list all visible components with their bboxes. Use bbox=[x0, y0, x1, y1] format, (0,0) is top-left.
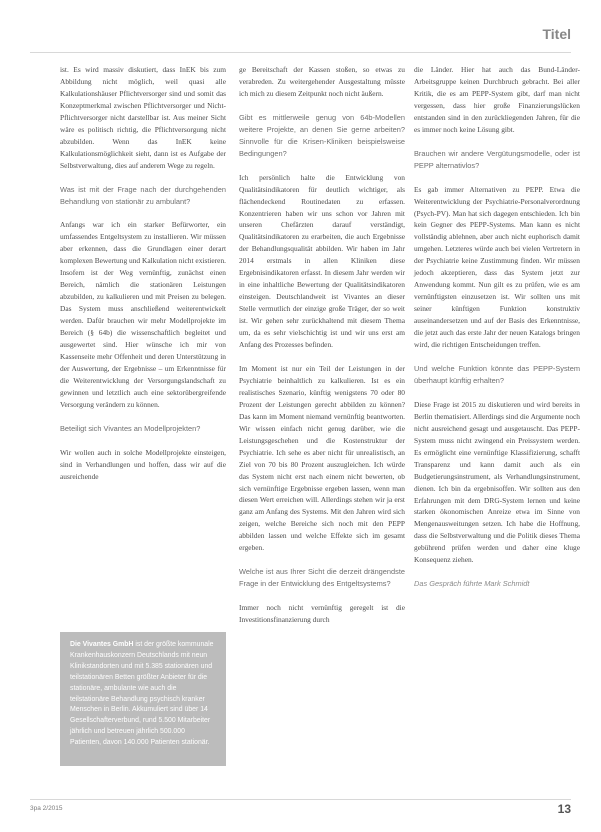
interview-answer: Wir wollen auch in solche Modellprojekte einsteigen, sind in Verhandlungen und hoffen, dass wir auf die ausreichende bbox=[60, 447, 226, 481]
paragraph: ist. Es wird massiv diskutiert, dass InEK bis zum Abbildung nicht möglich, weil quasi alle Kalkulationshäuser Pflichtversorger sind und somit das Konzeptmerkmal zwischen Pflichtversorger und Nicht-Pflichtversorger nicht darstellbar ist. Aus meiner Sicht wäre es politisch richtig, die Pflichtversorgung nicht abzubilden. Wenn das InEK keine Kalkulationsmöglichkeit sieht, dann ist es Aufgabe der Selbstverwaltung, dies auf anderem Wege zu regeln. bbox=[60, 65, 226, 170]
page-number: 13 bbox=[557, 802, 571, 816]
company-info-box bbox=[60, 632, 226, 766]
interview-answer: Diese Frage ist 2015 zu diskutieren und wird bereits in Berlin thematisiert. Allerdings sind die Argumente noch nicht ausreichend gesagt und ausgetauscht. Das PEPP-System muss nicht zwingend ein Preissystem werden. Es ermöglicht eine vernünftige Klassifizierung, schafft Transparenz und kann damit auch als ein Budgetierungsinstrument, als Verhandlungsinstrument, dienen. Ich bin da ergebnisoffen. Wir sollten aus den Erfahrungen mit dem DRG-System lernen und keine starken ökonomischen Anreize etwa im Sinne von Mengenausweitungen setzen. Ich habe die Hoffnung, dass die Selbstverwaltung und die Politik dieses Thema gebührend prüfen werden und daher eine kluge Konsequenz ziehen. bbox=[414, 399, 580, 565]
text-column-2 bbox=[239, 64, 405, 638]
issue-label: 3pa 2/2015 bbox=[30, 805, 63, 812]
text-column-1 bbox=[60, 64, 226, 495]
text-column-3 bbox=[414, 64, 580, 602]
interview-answer: Im Moment ist nur ein Teil der Leistungen in der Psychiatrie beinhaltlich zu kalkulieren. Ist es ein realistisches Szenario, künftig wenigstens 70 oder 80 Prozent der Leistungen gerecht abbilden zu können? Das kann im Moment niemand vernünftig beantworten. Wir wissen einfach nicht genug darüber, wie die Leistungsgeschehen und die Kostenstruktur der Psychiatrie. Ich sehe es aber nicht für unrealistisch, an Ziel von 70 bis 80 Prozent auszugleichen. Ich würde das System nicht erst nach einem nicht bewerten, ob sich vernünftige Ergebnisse ergeben lassen, wenn man diesen Wert erreichen will. Allerdings stehen wir ja erst ganz am Anfang des Systems. Mit den Jahren wird sich zeigen, welche Bereiche sich noch mit den PEPP abbilden lassen und welche Effekte sich im gesamt ergeben. bbox=[239, 363, 405, 553]
header-divider bbox=[30, 52, 571, 53]
interview-question: Was ist mit der Frage nach der durchgehenden Behandlung von stationär zu ambulant? bbox=[60, 184, 226, 206]
page-header-title: Titel bbox=[542, 26, 571, 42]
interview-answer: Es gab immer Alternativen zu PEPP. Etwa die Weiterentwicklung der Psychiatrie-Personalverordnung (Psych-PV). Man hat sich dagegen entschieden. Ich bin kein Gegner des PEPP-Systems. Man kann es nicht vollständig ablehnen, aber auch nicht euphorisch damit umgehen. Letzteres würde auch bei vielen Vertretern in der Psychiatrie keine Zustimmung finden. Wir müssen jedoch akzeptieren, dass das System jetzt zur Anwendung kommt. Nun gilt es zu prüfen, wie es am vernünftigsten einzusetzen ist. Wir sollten uns mit seiner künftigen Funktion konstruktiv auseinandersetzen und auf der Basis des Erkenntnisse, die jetzt auch das erste Jahr der neuen Katalogs bringen wird, die richtigen Entscheidungen treffen. bbox=[414, 184, 580, 350]
interview-question: Beteiligt sich Vivantes an Modellprojekten? bbox=[60, 423, 201, 433]
info-box-text: ist der größte kommunale Krankenhauskonzern Deutschlands mit neun Klinikstandorten und mit 5.385 stationären und teilstationären Betten größter Anbieter für die stationäre, ambulante wie auch die teilstationäre Behandlung psychisch kranker Menschen in Berlin. Akkumuliert sind über 14 Gesellschafterverbund, rund 5.500 Mitarbeiter jährlich und betreuen jährlich 500.000 Patienten, davon 140.000 Patienten stationär. bbox=[70, 641, 214, 747]
interview-question: Welche ist aus Ihrer Sicht die derzeit drängendste Frage in der Entwicklung des Entgeltsystems? bbox=[239, 567, 405, 589]
author-credit: Das Gespräch führte Mark Schmidt bbox=[414, 579, 530, 589]
interview-answer: Anfangs war ich ein starker Befürworter, ein umfassendes Entgeltsystem zu installieren. Wir müssen aber erkennen, dass die Grundlagen einer derart komplexen Bewertung und Kalkulation nicht existieren. Insofern ist der Weg vernünftig, zunächst einen Bereich, nämlich die stationären Leistungen abzubilden, zu kalkulieren und mit Preisen zu belegen. Das System muss anschließend weiterentwickelt werden. Dafür brauchen wir mehr Modellprojekte im Bereich (§ 64b) die wissenschaftlich begleitet und ausgewertet sind. Hier wünsche ich mir von Kassenseite mehr Offenheit und deren Unterstützung in der Auswertung, der Ergebnisse – um Erkenntnisse für die Weiterentwicklung der Versorgungslandschaft zu gewinnen und letztlich auch eine sektorübergreifende Versorgung verändern zu können. bbox=[60, 220, 226, 409]
interview-question: Gibt es mittlerweile genug von 64b-Modellen weitere Projekte, an denen Sie gerne arbeiten? Sinnvolle für die Krisen-Kliniken beispielsweise Bedingungen? bbox=[239, 112, 405, 158]
interview-answer-continued: ge Bereitschaft der Kassen stoßen, so etwas zu verabreden. Zu weitergehender Ausgestaltung müsste ich mich zu diesem Zeitpunkt noch nicht äußern. bbox=[239, 65, 405, 98]
footer-divider bbox=[30, 799, 571, 800]
interview-answer: Ich persönlich halte die Entwicklung von Qualitätsindikatoren für deutlich wichtiger, als flächendeckend Routinedaten zu erfassen. Konzentrieren haben wir uns schon vor Jahren mit unseren Chefärzten darauf verständigt, Qualitätsindikatoren zu erarbeiten, die auch Ergebnisse der Behandlungsqualität abbilden. Wir haben im Jahr 2014 erstmals in allen Kliniken diese Ergebnisindikatoren erfasst. In diesem Jahr werden wir in eine inhaltliche Bewertung der Qualitätsindikatoren einsteigen. Deutschlandweit ist Vivantes an dieser Stelle vermutlich der einzige große Träger, der so weit ist. Wir gehen sehr zurückhaltend mit diesem Thema um, da es sehr vielschichtig ist und wir uns erst am Anfang des Prozesses befinden. bbox=[239, 172, 405, 350]
interview-answer-continued: die Länder. Hier hat auch das Bund-Länder-Arbeitsgruppe keinen Durchbruch gebracht. Bei aller Kritik, die es am PEPP-System gibt, darf man nicht vergessen, dass hier große Finanzierungslücken entstanden sind in den zurückliegenden Jahren, für die es immer noch keine Lösung gibt. bbox=[414, 65, 580, 134]
interview-answer: Immer noch nicht vernünftig geregelt ist die Investitionsfinanzierung durch bbox=[239, 603, 405, 625]
interview-question: Und welche Funktion könnte das PEPP-System überhaupt künftig erhalten? bbox=[414, 363, 580, 385]
interview-question: Brauchen wir andere Vergütungsmodelle, oder ist PEPP alternativlos? bbox=[414, 148, 580, 170]
info-box-company-name: Die Vivantes GmbH bbox=[70, 641, 134, 648]
